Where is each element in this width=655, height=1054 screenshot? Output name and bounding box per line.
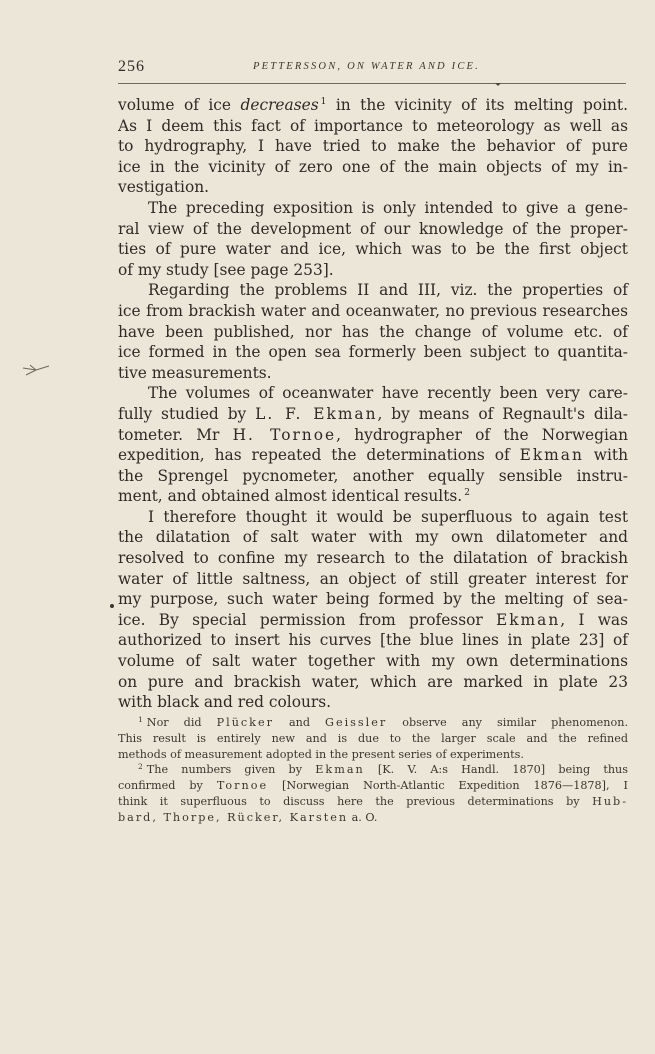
text-line: ice. By special permission from professor Ekman, I was [118, 610, 628, 629]
footnote-1: $^1$ Nor did Plücker and Geissler observe any similar phenomenon. [138, 715, 628, 729]
text-line: of my study [see page 253]. [118, 260, 334, 279]
ink-speck-icon [495, 82, 501, 86]
footnote-ref: 2 [464, 488, 470, 499]
footnote-ref: 1 [320, 97, 327, 107]
text-line: the Sprengel pycnometer, another equally sensible instru- [118, 466, 628, 485]
footnote-line: confirmed by Tornoe [Norwegian North-Atlantic Expedition 1876—1878], I [118, 779, 628, 793]
author-name: Ekman [519, 446, 584, 465]
author-name: Plücker [216, 716, 274, 729]
footnote-line: think it superfluous to discuss here the previous determinations by Hub- [118, 794, 628, 808]
running-head: PETTERSSON, ON WATER AND ICE. [253, 61, 480, 72]
author-name: L. F. Ekman [255, 404, 378, 423]
footnote-line: methods of measurement adopted in the present series of experiments. [118, 747, 524, 761]
text-line: ice formed in the open sea formerly been subject to quantita- [118, 343, 628, 362]
text-line: have been published, nor has the change of volume etc. of [118, 322, 628, 341]
page-header [118, 58, 628, 78]
text-line: ment, and obtained almost identical results. $^2$ [118, 487, 470, 506]
footnote-line: This result is entirely new and is due to the larger scale and the refined [118, 731, 628, 745]
margin-pencil-mark-icon [22, 364, 50, 376]
text-line: tive measurements. [118, 363, 272, 382]
paragraph-start: The preceding exposition is only intended to give a gene- [148, 198, 628, 217]
margin-dot [110, 604, 114, 608]
text-line: to hydrography, I have tried to make the behavior of pure [118, 137, 628, 156]
author-name: Ekman [315, 763, 365, 777]
header-rule [118, 83, 626, 84]
text-line: ral view of the development of our knowledge of the proper- [118, 219, 628, 238]
paragraph-start: The volumes of oceanwater have recently been very care- [148, 384, 628, 403]
body-text [118, 95, 628, 713]
text-line: expedition, has repeated the determinations of Ekman with [118, 446, 628, 465]
author-names: bard, Thorpe, Rücker, Karsten [118, 810, 349, 824]
text-line: with black and red colours. [118, 693, 332, 712]
author-name: Ekman [495, 610, 561, 629]
text-line: volume of salt water together with my own determinations [118, 652, 628, 671]
footnotes [118, 715, 628, 826]
author-name: H. Tornoe [232, 425, 337, 444]
footnote-line: bard, Thorpe, Rücker, Karsten a. O. [118, 810, 378, 824]
footnote-marker: 2 [138, 762, 143, 772]
text-line: volume of ice decreases $^1$ in the vicinity of its melting point. [118, 96, 628, 114]
text-line: tometer. Mr H. Tornoe, hydrographer of the Norwegian [118, 425, 629, 444]
footnote-marker: 1 [138, 715, 143, 724]
page-number: 256 [118, 58, 145, 75]
paragraph-start: Regarding the problems II and III, viz. the properties of [148, 281, 628, 300]
text-line: ice in the vicinity of zero one of the main objects of my in- [118, 157, 628, 176]
author-name: Tornoe [216, 779, 269, 793]
text-line: on pure and brackish water, which are marked in plate 23 [118, 672, 628, 691]
text-line: resolved to confine my research to the dilatation of brackish [118, 549, 628, 568]
text-line: my purpose, such water being formed by the melting of sea- [118, 590, 628, 609]
footnote-2: $^2$ The numbers given by Ekman [K. V. A:s Handl. 1870] being thus [138, 762, 629, 777]
emphasis-decreases: decreases [240, 96, 319, 114]
text-line: ties of pure water and ice, which was to be the first object [118, 240, 628, 259]
author-name: Geissler [325, 716, 388, 729]
text-line: ice from brackish water and oceanwater, no previous researches [118, 301, 628, 320]
author-name: Hub- [592, 794, 628, 808]
text-line: the dilatation of salt water with my own dilatometer and [118, 528, 628, 547]
text-line: water of little saltness, an object of still greater interest for [118, 569, 628, 588]
text-line: vestigation. [118, 178, 210, 197]
paragraph-start: I therefore thought it would be superfluous to again test [148, 507, 628, 526]
text-line: As I deem this fact of importance to meteorology as well as [118, 116, 628, 135]
text-line: authorized to insert his curves [the blue lines in plate 23] of [118, 631, 628, 650]
text-line: fully studied by L. F. Ekman, by means of Regnault's dila- [118, 404, 628, 423]
